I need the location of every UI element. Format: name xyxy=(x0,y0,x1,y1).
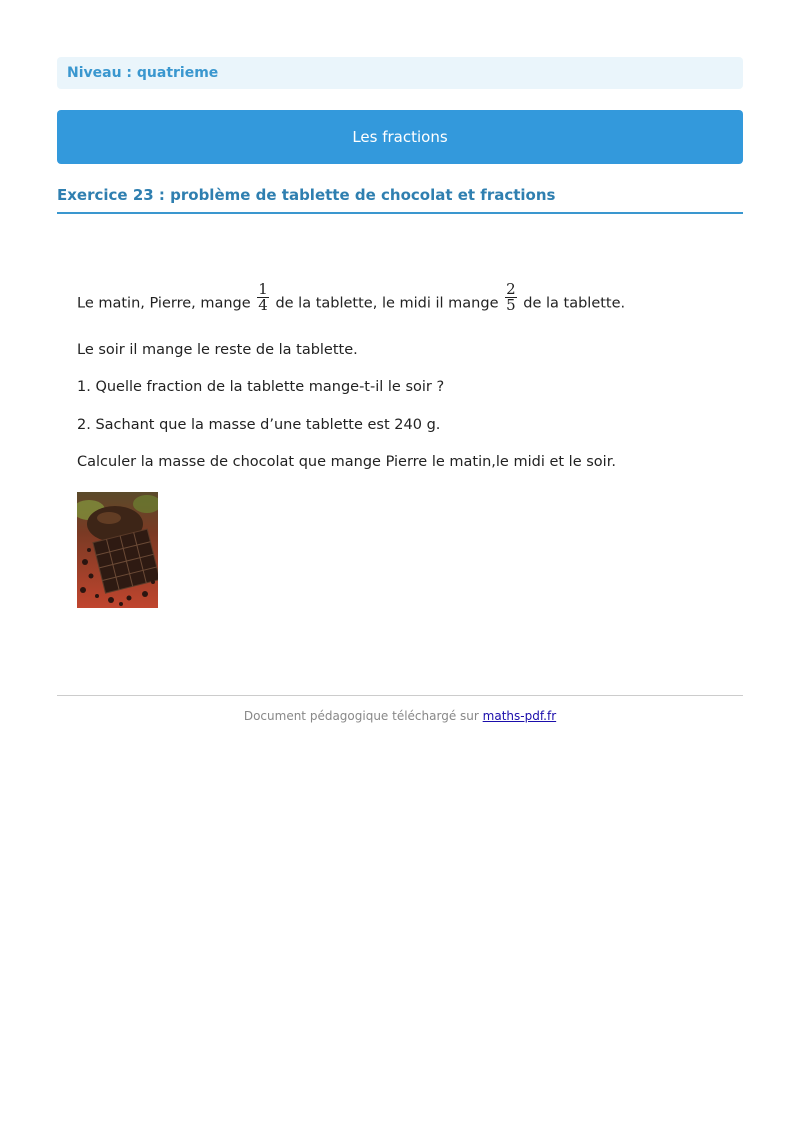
footer-divider xyxy=(57,695,743,696)
problem-line-5: Calculer la masse de chocolat que mange Pierre le matin,le midi et le soir. xyxy=(77,454,616,470)
footer xyxy=(57,709,743,723)
fraction-two-fifths xyxy=(505,282,517,313)
lesson-title-banner xyxy=(57,110,743,164)
question-2: 2. Sachant que la masse d’une tablette est 240 g. xyxy=(77,417,441,433)
lesson-title: Les fractions xyxy=(352,128,448,146)
problem-line-1-text-a: Le matin, Pierre, mange xyxy=(77,295,251,312)
level-label: Niveau : quatrieme xyxy=(57,57,743,89)
fraction-numerator: 1 xyxy=(258,280,268,298)
heading-divider xyxy=(57,212,743,214)
problem-line-1 xyxy=(77,280,626,319)
problem-line-2: Le soir il mange le reste de la tablette. xyxy=(77,342,358,358)
fraction-denominator: 5 xyxy=(506,296,516,314)
footer-link[interactable]: maths-pdf.fr xyxy=(482,709,557,723)
fraction-numerator: 2 xyxy=(506,280,516,298)
chocolate-bar-image xyxy=(77,492,158,608)
problem-line-1-text-c: de la tablette. xyxy=(523,295,626,312)
footer-text: Document pédagogique téléchargé sur xyxy=(243,709,479,723)
fraction-denominator: 4 xyxy=(258,296,268,314)
exercise-heading: Exercice 23 : problème de tablette de chocolat et fractions xyxy=(57,186,556,204)
problem-line-1-text-b: de la tablette, le midi il mange xyxy=(275,295,499,312)
question-1: 1. Quelle fraction de la tablette mange-t-il le soir ? xyxy=(77,379,445,395)
fraction-one-quarter xyxy=(257,282,269,313)
